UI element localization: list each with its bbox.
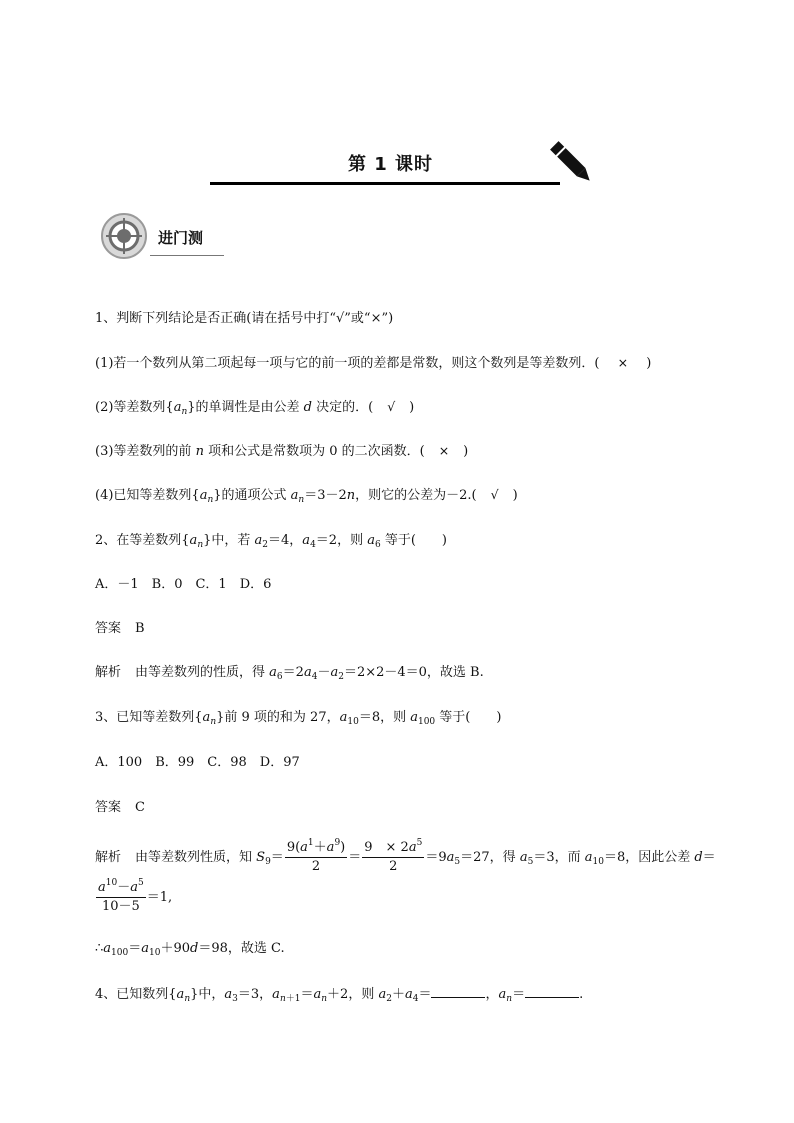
pencil-icon (548, 138, 596, 188)
q3-analysis-cont: $\frac{a^{10}-a^5}{10-5}$ ＝1, (98, 878, 173, 914)
q4-stem: 4、已知数列$\{a_n\}$中，$a_3=3$，$a_{n+1}=a_n+2$，则 $a_2+a_4=$ ，$a_n=$ . (95, 987, 584, 1004)
q1-item-1-mark: × (617, 355, 629, 370)
q1-item-2: (2)等差数列$\{a_n\}$的单调性是由公差 d 决定的．( √ ) (95, 399, 415, 417)
q2-analysis: 解析 由等差数列的性质，得 $a_6=2a_4-a_2=2\times 2-4=0$，故选 B. (95, 665, 484, 682)
target-icon (100, 212, 148, 260)
fraction: $\frac{9(a^1+a^9)}{2}$ (286, 838, 346, 874)
q1-item-2-mark: √ (387, 399, 396, 414)
q1-stem: 1、判断下列结论是否正确(请在括号中打“√”或“×”) (95, 311, 394, 326)
q3-answer: 答案 C (95, 800, 145, 815)
title-underline (210, 182, 560, 185)
section-underline (150, 255, 224, 256)
fraction: $\frac{a^{10}-a^5}{10-5}$ (98, 878, 144, 914)
q2-options: A．－1 B．0 C．1 D．6 (95, 577, 272, 592)
q1-item-3: (3)等差数列的前 n 项和公式是常数项为 0 的二次函数．( × ) (95, 443, 469, 459)
q1-item-1: (1)若一个数列从第二项起每一项与它的前一项的差都是常数，则这个数列是等差数列．( × ) (95, 355, 652, 371)
q1-item-4: (4)已知等差数列$\{a_n\}$的通项公式 $a_n=3-2n$，则它的公差为－2.( √ ) (95, 487, 518, 505)
answer-blank-2[interactable] (525, 985, 579, 998)
q3-conclusion: $\therefore a_{100}=a_{10}+90d=98$，故选 C. (95, 941, 285, 958)
q1-item-3-mark: × (438, 443, 450, 458)
section-label: 进门测 (158, 229, 204, 247)
q2-stem: 2、在等差数列$\{a_n\}$中，若 $a_2=4$，$a_4=2$，则 $a_6$ 等于( ) (95, 533, 447, 550)
q2-answer: 答案 B (95, 621, 145, 636)
q1-item-4-mark: √ (490, 487, 499, 502)
fraction: $\frac{9 \times 2a^5}{2}$ (364, 838, 423, 874)
q3-options: A．100 B．99 C．98 D．97 (95, 755, 300, 770)
answer-blank-1[interactable] (431, 985, 485, 998)
q3-stem: 3、已知等差数列$\{a_n\}$前 9 项的和为 27，$a_{10}=8$，则 $a_{100}$ 等于( ) (95, 710, 502, 727)
page-title: 第 1 课时 (348, 154, 434, 175)
q3-analysis: 解析 由等差数列性质，知 $S_9=$ $\frac{9(a^1+a^9)}{2}$ ＝ $\frac{9 \times 2a^5}{2}$ $=9a_5=27$，得 $a_5=3$，而 $a_{10}=8$，因此公差 d＝ (95, 838, 716, 874)
